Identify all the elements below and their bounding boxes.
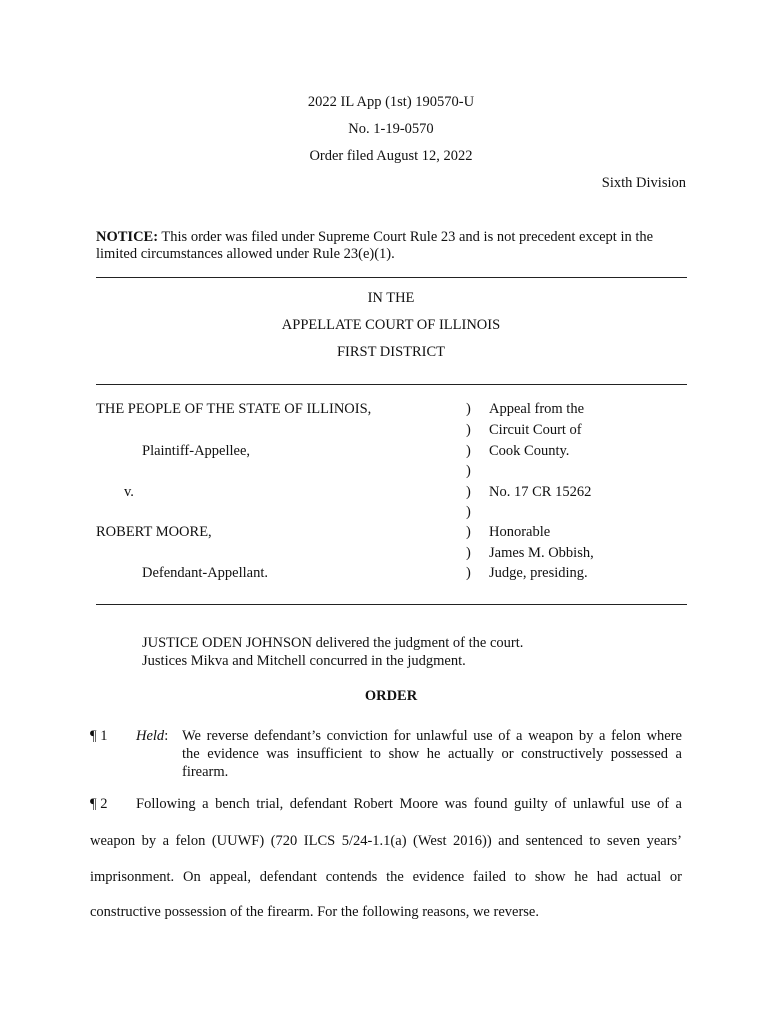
held-line-3: firearm. (182, 764, 229, 780)
case-citation: 2022 IL App (1st) 190570-U (307, 94, 475, 110)
plaintiff-name: THE PEOPLE OF THE STATE OF ILLINOIS, (96, 401, 372, 417)
held-label (136, 728, 168, 745)
filed-date: Order filed August 12, 2022 (309, 148, 473, 164)
divider-2 (96, 384, 687, 385)
plaintiff-role: Plaintiff-Appellee, (142, 443, 251, 459)
body-line-1: Following a bench trial, defendant Robert Moore was found guilty of unlawful use of a (136, 796, 682, 812)
caption-bracket: ) (466, 504, 471, 520)
body-line-3: imprisonment. On appeal, defendant contends the evidence failed to show he had actual or (90, 869, 682, 885)
docket-number: No. 1-19-0570 (348, 121, 434, 137)
caption-bracket: ) (466, 524, 471, 540)
caption-bracket: ) (466, 443, 471, 459)
paragraph-2-marker: ¶ 2 (90, 796, 108, 812)
trial-court-line: Cook County. (489, 443, 570, 459)
caption-bracket: ) (466, 422, 471, 438)
held-word: Held (136, 728, 165, 744)
court-line-1: IN THE (367, 290, 415, 306)
order-heading: ORDER (364, 688, 418, 704)
caption-bracket: ) (466, 401, 471, 417)
judge-line: Judge, presiding. (489, 565, 588, 581)
concurring-justices: Justices Mikva and Mitchell concurred in the judgment. (142, 653, 466, 669)
caption-bracket: ) (466, 565, 471, 581)
held-line-2: the evidence was insufficient to show he actually or constructively possessed a (182, 746, 682, 762)
notice-line-1 (96, 229, 653, 246)
court-name: APPELLATE COURT OF ILLINOIS (281, 317, 501, 333)
defendant-name: ROBERT MOORE, (96, 524, 212, 540)
divider-3 (96, 604, 687, 605)
judge-line: Honorable (489, 524, 551, 540)
notice-label: NOTICE: (96, 229, 159, 245)
held-line-1: We reverse defendant’s conviction for unlawful use of a weapon by a felon where (182, 728, 682, 744)
versus: v. (124, 484, 134, 500)
caption-bracket: ) (466, 545, 471, 561)
division: Sixth Division (601, 175, 686, 191)
body-line-4: constructive possession of the firearm. For the following reasons, we reverse. (90, 904, 539, 920)
trial-court-line: Circuit Court of (489, 422, 582, 438)
defendant-role: Defendant-Appellant. (142, 565, 269, 581)
trial-case-number: No. 17 CR 15262 (489, 484, 592, 500)
notice-line-2: limited circumstances allowed under Rule 23(e)(1). (96, 246, 395, 262)
caption-bracket: ) (466, 484, 471, 500)
court-district: FIRST DISTRICT (336, 344, 446, 360)
paragraph-1-marker: ¶ 1 (90, 728, 108, 744)
caption-bracket: ) (466, 463, 471, 479)
divider-1 (96, 277, 687, 278)
judge-line: James M. Obbish, (489, 545, 594, 561)
held-colon: : (164, 728, 169, 744)
delivering-justice: JUSTICE ODEN JOHNSON delivered the judgment of the court. (142, 635, 524, 651)
trial-court-line: Appeal from the (489, 401, 585, 417)
notice-text-1: This order was filed under Supreme Court Rule 23 and is not precedent except in the (158, 229, 654, 245)
body-line-2: weapon by a felon (UUWF) (720 ILCS 5/24-1.1(a) (West 2016)) and sentenced to seven years’ (90, 833, 682, 849)
